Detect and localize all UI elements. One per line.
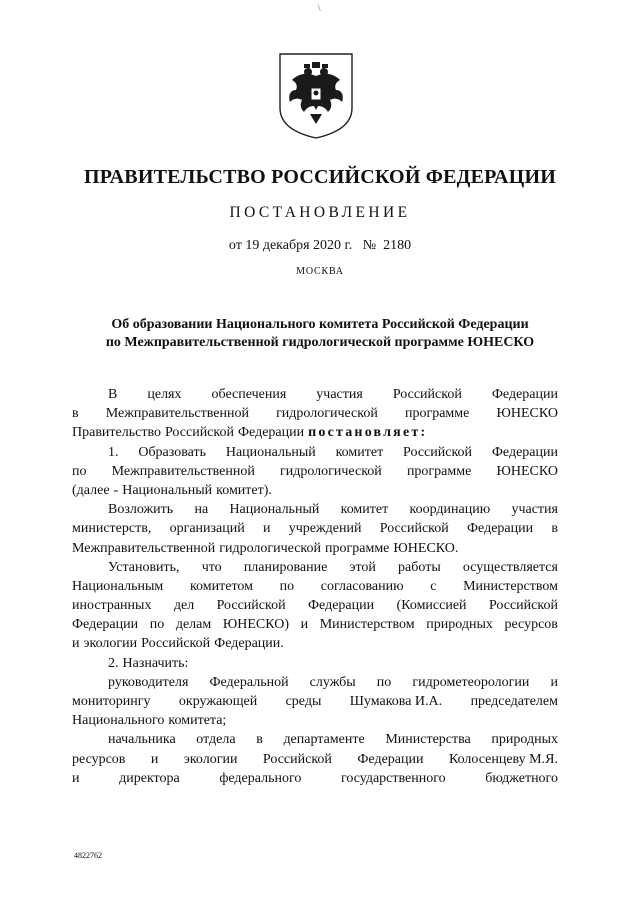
- body-line: [72, 730, 558, 749]
- body-word: программе: [325, 540, 390, 556]
- body-word: ЮНЕСКО: [496, 406, 558, 422]
- body-word: ЮНЕСКО): [222, 617, 290, 633]
- document-body: [72, 385, 558, 788]
- body-word: координацию: [409, 502, 491, 518]
- body-word: бюджетного: [485, 770, 558, 786]
- body-word: министерств,: [72, 521, 152, 537]
- body-word: природных: [426, 617, 493, 633]
- body-word: по: [279, 578, 295, 594]
- body-word: руководителя: [108, 674, 189, 690]
- body-word: в: [256, 732, 263, 748]
- body-word: Министерством: [319, 617, 415, 633]
- city: МОСКВА: [296, 266, 344, 277]
- body-word: гидрологической: [276, 406, 378, 422]
- body-word: комитет: [335, 444, 384, 460]
- body-word: работы: [398, 559, 441, 575]
- body-word: директора: [119, 770, 180, 786]
- body-word: на: [194, 502, 209, 518]
- subject-line: Об образовании Национального комитета Российской Федерации: [111, 317, 529, 332]
- body-word: природных: [491, 732, 558, 748]
- body-word: и: [72, 770, 80, 786]
- body-word: Межправительственной: [111, 463, 255, 479]
- body-word: -: [113, 482, 119, 498]
- body-word: Межправительственной: [105, 406, 249, 422]
- body-word: Правительство: [72, 425, 161, 441]
- body-word: В: [108, 387, 118, 402]
- body-word: Федерации.: [214, 636, 284, 652]
- body-word: согласованию: [320, 578, 404, 594]
- body-line: [72, 558, 558, 577]
- body-word: гидрометеорологии: [412, 674, 530, 690]
- body-word: планирование: [243, 559, 328, 575]
- body-word: комитета;: [168, 713, 227, 729]
- body-word: комитет: [340, 502, 389, 518]
- body-word: начальника: [108, 732, 176, 748]
- body-word: делам: [175, 617, 212, 633]
- body-word: Национальный: [225, 444, 316, 460]
- body-line: [72, 596, 558, 615]
- body-line: [72, 462, 558, 481]
- body-word: Назначить:: [122, 655, 189, 671]
- body-word: комитет).: [216, 482, 272, 498]
- body-word: Министерством: [463, 578, 558, 594]
- body-line: [72, 443, 558, 462]
- document-type: ПОСТАНОВЛЕНИЕ: [229, 204, 411, 221]
- body-line: [72, 404, 558, 423]
- body-word: Федерации: [491, 387, 558, 402]
- body-word: Колосенцеву М.Я.: [448, 751, 558, 767]
- body-word: (Комиссией: [396, 598, 467, 614]
- body-word: Российской: [216, 598, 286, 614]
- body-word: председателем: [470, 694, 558, 709]
- document-number: 2180: [383, 238, 412, 253]
- coat-of-arms-icon: [276, 50, 356, 140]
- body-word: этой: [349, 559, 376, 575]
- body-line: [72, 500, 558, 519]
- body-word: по: [149, 617, 165, 633]
- footer-code: 4822762: [74, 851, 102, 860]
- body-word: дел: [173, 598, 195, 614]
- body-word: службы: [309, 674, 356, 690]
- body-word: ЮНЕСКО: [496, 463, 558, 479]
- body-word: и: [300, 617, 309, 633]
- body-line: [72, 654, 558, 673]
- body-line: [72, 519, 558, 538]
- body-word: программе: [404, 406, 470, 422]
- body-word: учреждений: [288, 521, 362, 537]
- body-word: Российской: [379, 521, 449, 537]
- body-word: Федерации: [467, 521, 534, 537]
- body-word: ресурсов: [72, 751, 126, 767]
- body-word: Национальный: [122, 482, 213, 498]
- body-line: [72, 385, 558, 404]
- body-word: среды: [285, 694, 322, 709]
- body-word: по: [72, 463, 87, 479]
- body-word: Российской: [403, 444, 473, 460]
- body-word: участия: [511, 502, 558, 518]
- body-word: мониторингу: [72, 694, 151, 709]
- body-word: Российской: [164, 425, 234, 441]
- body-word: и: [150, 751, 159, 767]
- body-word: Национальный: [229, 502, 320, 518]
- document-date-line: [0, 238, 640, 254]
- body-word: департаменте: [283, 732, 365, 748]
- body-word: ресурсов: [504, 617, 558, 633]
- body-word: и: [263, 521, 271, 537]
- body-word: Национальным: [72, 578, 164, 594]
- body-word: Образовать: [138, 444, 207, 460]
- body-word: осуществляется: [462, 559, 558, 575]
- body-word: целях: [147, 387, 182, 402]
- body-word: ЮНЕСКО.: [393, 540, 459, 556]
- body-line: [72, 692, 558, 711]
- body-word: по: [376, 674, 392, 690]
- subject-line: по Межправительственной гидрологической программе ЮНЕСКО: [105, 335, 535, 350]
- body-word: программе: [406, 463, 472, 479]
- body-word: Федерации: [237, 425, 305, 441]
- body-word: участия: [316, 387, 363, 402]
- body-word: Федерации: [357, 751, 424, 767]
- body-word: 2.: [108, 655, 119, 671]
- body-word: Национального: [72, 713, 165, 729]
- body-word: 1.: [108, 444, 119, 460]
- body-word: Федеральной: [209, 674, 289, 690]
- body-word: (далее: [72, 482, 110, 498]
- government-title: ПРАВИТЕЛЬСТВО РОССИЙСКОЙ ФЕДЕРАЦИИ: [84, 166, 556, 188]
- document-subject: [70, 316, 570, 352]
- body-word: и: [72, 636, 80, 652]
- body-line: [72, 539, 558, 558]
- body-word: и: [550, 674, 558, 690]
- document-date: от 19 декабря 2020 г.: [228, 238, 353, 253]
- body-word: обеспечения: [211, 387, 287, 402]
- body-line: [72, 615, 558, 634]
- resolves-word: постановляет:: [308, 425, 428, 441]
- top-mark: \: [318, 3, 321, 13]
- body-word: организаций: [169, 521, 245, 537]
- body-word: гидрологической: [280, 463, 382, 479]
- body-word: Федерации: [72, 617, 139, 633]
- body-word: государственного: [340, 770, 446, 786]
- body-line: [72, 634, 558, 653]
- body-word: гидрологической: [219, 540, 322, 556]
- body-line: [72, 750, 558, 769]
- body-word: Российской: [488, 598, 558, 614]
- body-word: в: [72, 406, 79, 422]
- body-line: [72, 423, 558, 442]
- body-word: Федерации: [308, 598, 375, 614]
- body-word: в: [551, 521, 558, 537]
- body-line: [72, 711, 558, 730]
- body-word: Межправительственной: [72, 540, 216, 556]
- body-line: [72, 673, 558, 692]
- body-word: федерального: [219, 770, 302, 786]
- body-line: [72, 577, 558, 596]
- body-word: Министерства: [385, 732, 471, 748]
- body-word: Федерации: [491, 444, 558, 460]
- body-word: экологии: [183, 751, 238, 767]
- body-word: Российской: [262, 751, 332, 767]
- body-word: Российской: [392, 387, 462, 402]
- body-word: с: [430, 578, 437, 594]
- body-word: Российской: [141, 636, 211, 652]
- body-word: экологии: [83, 636, 138, 652]
- body-line: [72, 769, 558, 788]
- body-word: Установить,: [108, 559, 180, 575]
- body-word: Возложить: [108, 502, 174, 518]
- body-word: комитетом: [189, 578, 253, 594]
- body-word: Шумакова И.А.: [349, 694, 443, 709]
- body-word: иностранных: [72, 598, 152, 614]
- body-line: [72, 481, 558, 500]
- body-word: что: [201, 559, 222, 575]
- body-word: отдела: [196, 732, 236, 748]
- number-sign: №: [362, 238, 377, 253]
- body-word: окружающей: [178, 694, 258, 709]
